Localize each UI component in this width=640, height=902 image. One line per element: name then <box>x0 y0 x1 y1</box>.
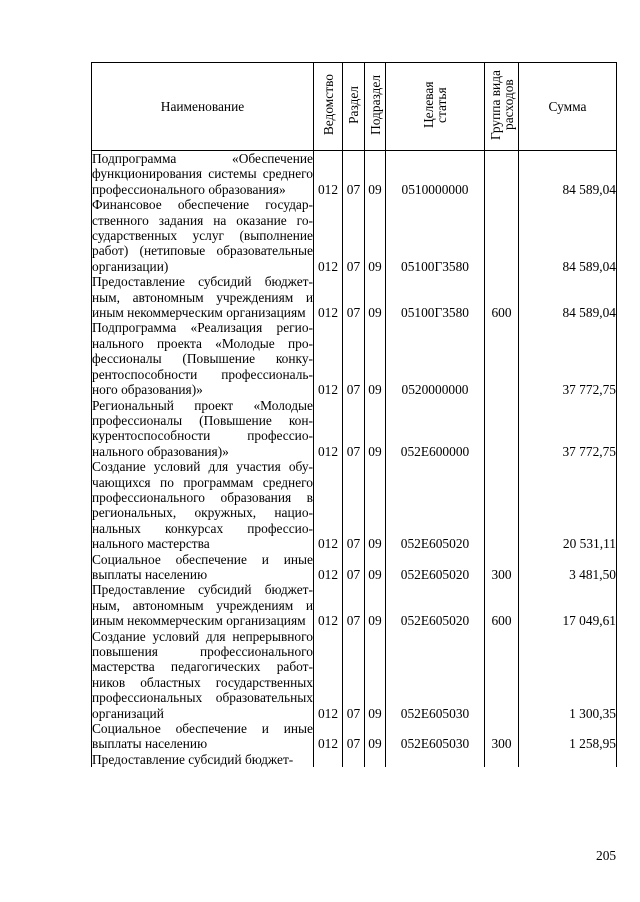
row-razdel-cell: 07 <box>343 398 365 460</box>
header-name: Наименование <box>92 63 314 151</box>
row-celevaya-statya-cell <box>386 752 485 767</box>
row-podrazdel-cell: 09 <box>365 398 386 460</box>
row-podrazdel-cell: 09 <box>365 274 386 320</box>
row-celevaya-statya-cell: 052Е605030 <box>386 721 485 752</box>
row-vedomstvo-cell: 012 <box>314 197 343 274</box>
row-vedomstvo-cell: 012 <box>314 320 343 397</box>
table-row <box>92 721 617 752</box>
row-podrazdel-cell: 09 <box>365 552 386 583</box>
row-podrazdel-cell: 09 <box>365 151 386 198</box>
row-razdel-cell: 07 <box>343 629 365 721</box>
row-vedomstvo-cell: 012 <box>314 552 343 583</box>
row-summa-cell: 84 589,04 <box>519 151 617 198</box>
row-vedomstvo-cell: 012 <box>314 274 343 320</box>
row-razdel-cell: 07 <box>343 151 365 198</box>
row-summa-cell: 1 300,35 <box>519 629 617 721</box>
row-summa-cell: 20 531,11 <box>519 459 617 551</box>
row-podrazdel-cell <box>365 752 386 767</box>
row-vedomstvo-cell: 012 <box>314 582 343 628</box>
row-celevaya-statya-cell: 052Е605020 <box>386 552 485 583</box>
header-vedomstvo: Ведомство <box>314 63 343 151</box>
row-name-cell: Социальное обеспечение и иные выплаты населению <box>92 551 313 582</box>
row-name-cell: Предоставление субсидий бюджет- <box>92 752 314 767</box>
row-razdel-cell: 07 <box>343 197 365 274</box>
row-celevaya-statya-cell: 052Е605020 <box>386 582 485 628</box>
row-podrazdel-cell: 09 <box>365 582 386 628</box>
row-razdel-cell: 07 <box>343 721 365 752</box>
header-gruppa-vida-rashodov: Группа вида расходов <box>485 63 519 151</box>
row-gruppa-cell: 600 <box>485 582 519 628</box>
row-gruppa-cell <box>485 151 519 198</box>
row-podrazdel-cell: 09 <box>365 721 386 752</box>
row-celevaya-statya-cell: 052Е605030 <box>386 629 485 721</box>
row-name-cell: Подпрограмма «Реализация регионального проекта «Молодые профессионалы (Повышение конкурентоспособности профессионального образования)» <box>92 320 313 398</box>
row-razdel-cell <box>343 752 365 767</box>
row-vedomstvo-cell: 012 <box>314 151 343 198</box>
table-header-row <box>92 63 617 151</box>
table-row <box>92 151 617 198</box>
header-podrazdel: Подраздел <box>365 63 386 151</box>
row-podrazdel-cell: 09 <box>365 629 386 721</box>
row-gruppa-cell: 600 <box>485 274 519 320</box>
row-celevaya-statya-cell: 052Е605020 <box>386 459 485 551</box>
row-celevaya-statya-cell: 05100Г3580 <box>386 274 485 320</box>
row-summa-cell: 84 589,04 <box>519 274 617 320</box>
row-razdel-cell: 07 <box>343 274 365 320</box>
table-row <box>92 398 617 460</box>
row-celevaya-statya-cell: 052Е600000 <box>386 398 485 460</box>
header-summa: Сумма <box>519 63 617 151</box>
row-summa-cell: 3 481,50 <box>519 552 617 583</box>
table-row <box>92 197 617 274</box>
row-gruppa-cell <box>485 197 519 274</box>
row-celevaya-statya-cell: 0510000000 <box>386 151 485 198</box>
page-number: 205 <box>596 848 617 863</box>
row-summa-cell <box>519 752 617 767</box>
table-row <box>92 320 617 397</box>
row-podrazdel-cell: 09 <box>365 320 386 397</box>
row-vedomstvo-cell: 012 <box>314 721 343 752</box>
row-name-cell: Создание условий для участия обучающихся по программам среднего профессионального образования в региональных, окружных, национальных конкурсах профессионального мастерства <box>92 459 313 552</box>
table-row <box>92 552 617 583</box>
row-vedomstvo-cell: 012 <box>314 629 343 721</box>
row-gruppa-cell <box>485 320 519 397</box>
header-celevaya-statya: Целевая статья <box>386 63 485 151</box>
row-gruppa-cell <box>485 459 519 551</box>
row-razdel-cell: 07 <box>343 552 365 583</box>
row-gruppa-cell <box>485 629 519 721</box>
row-gruppa-cell: 300 <box>485 552 519 583</box>
row-name-cell: Предоставление субсидий бюджетным, автономным учреждениям и иным некоммерческим организациям <box>92 274 313 321</box>
row-summa-cell: 1 258,95 <box>519 721 617 752</box>
row-gruppa-cell <box>485 398 519 460</box>
row-summa-cell: 17 049,61 <box>519 582 617 628</box>
row-razdel-cell: 07 <box>343 582 365 628</box>
row-vedomstvo-cell: 012 <box>314 459 343 551</box>
row-name-cell: Финансовое обеспечение государственного задания на оказание государственных услуг (выполнение работ) (нетиповые образовательные организации) <box>92 197 313 274</box>
row-podrazdel-cell: 09 <box>365 197 386 274</box>
row-vedomstvo-cell: 012 <box>314 398 343 460</box>
table-row <box>92 274 617 320</box>
row-vedomstvo-cell <box>314 752 343 767</box>
row-celevaya-statya-cell: 05100Г3580 <box>386 197 485 274</box>
row-name-cell: Создание условий для непрерывного повышения профессионального мастерства педагогических работников областных государственных профессиональных образовательных организаций <box>92 628 313 721</box>
row-name-cell: Подпрограмма «Обеспечение функционирования системы среднего профессионального образования» <box>92 151 313 197</box>
row-summa-cell: 84 589,04 <box>519 197 617 274</box>
row-name-cell: Предоставление субсидий бюджетным, автономным учреждениям и иным некоммерческим организациям <box>92 582 313 629</box>
row-gruppa-cell <box>485 752 519 767</box>
row-summa-cell: 37 772,75 <box>519 398 617 460</box>
row-name-cell: Социальное обеспечение и иные выплаты населению <box>92 721 313 752</box>
row-summa-cell: 37 772,75 <box>519 320 617 397</box>
header-razdel: Раздел <box>343 63 365 151</box>
row-gruppa-cell: 300 <box>485 721 519 752</box>
table-row <box>92 459 617 551</box>
budget-table <box>91 62 617 767</box>
row-razdel-cell: 07 <box>343 459 365 551</box>
row-razdel-cell: 07 <box>343 320 365 397</box>
row-podrazdel-cell: 09 <box>365 459 386 551</box>
table-row <box>92 629 617 721</box>
table-row <box>92 752 617 767</box>
table-row <box>92 582 617 628</box>
row-celevaya-statya-cell: 0520000000 <box>386 320 485 397</box>
row-name-cell: Региональный проект «Молодые профессионалы (Повышение конкурентоспособности профессионального образования)» <box>92 397 313 459</box>
